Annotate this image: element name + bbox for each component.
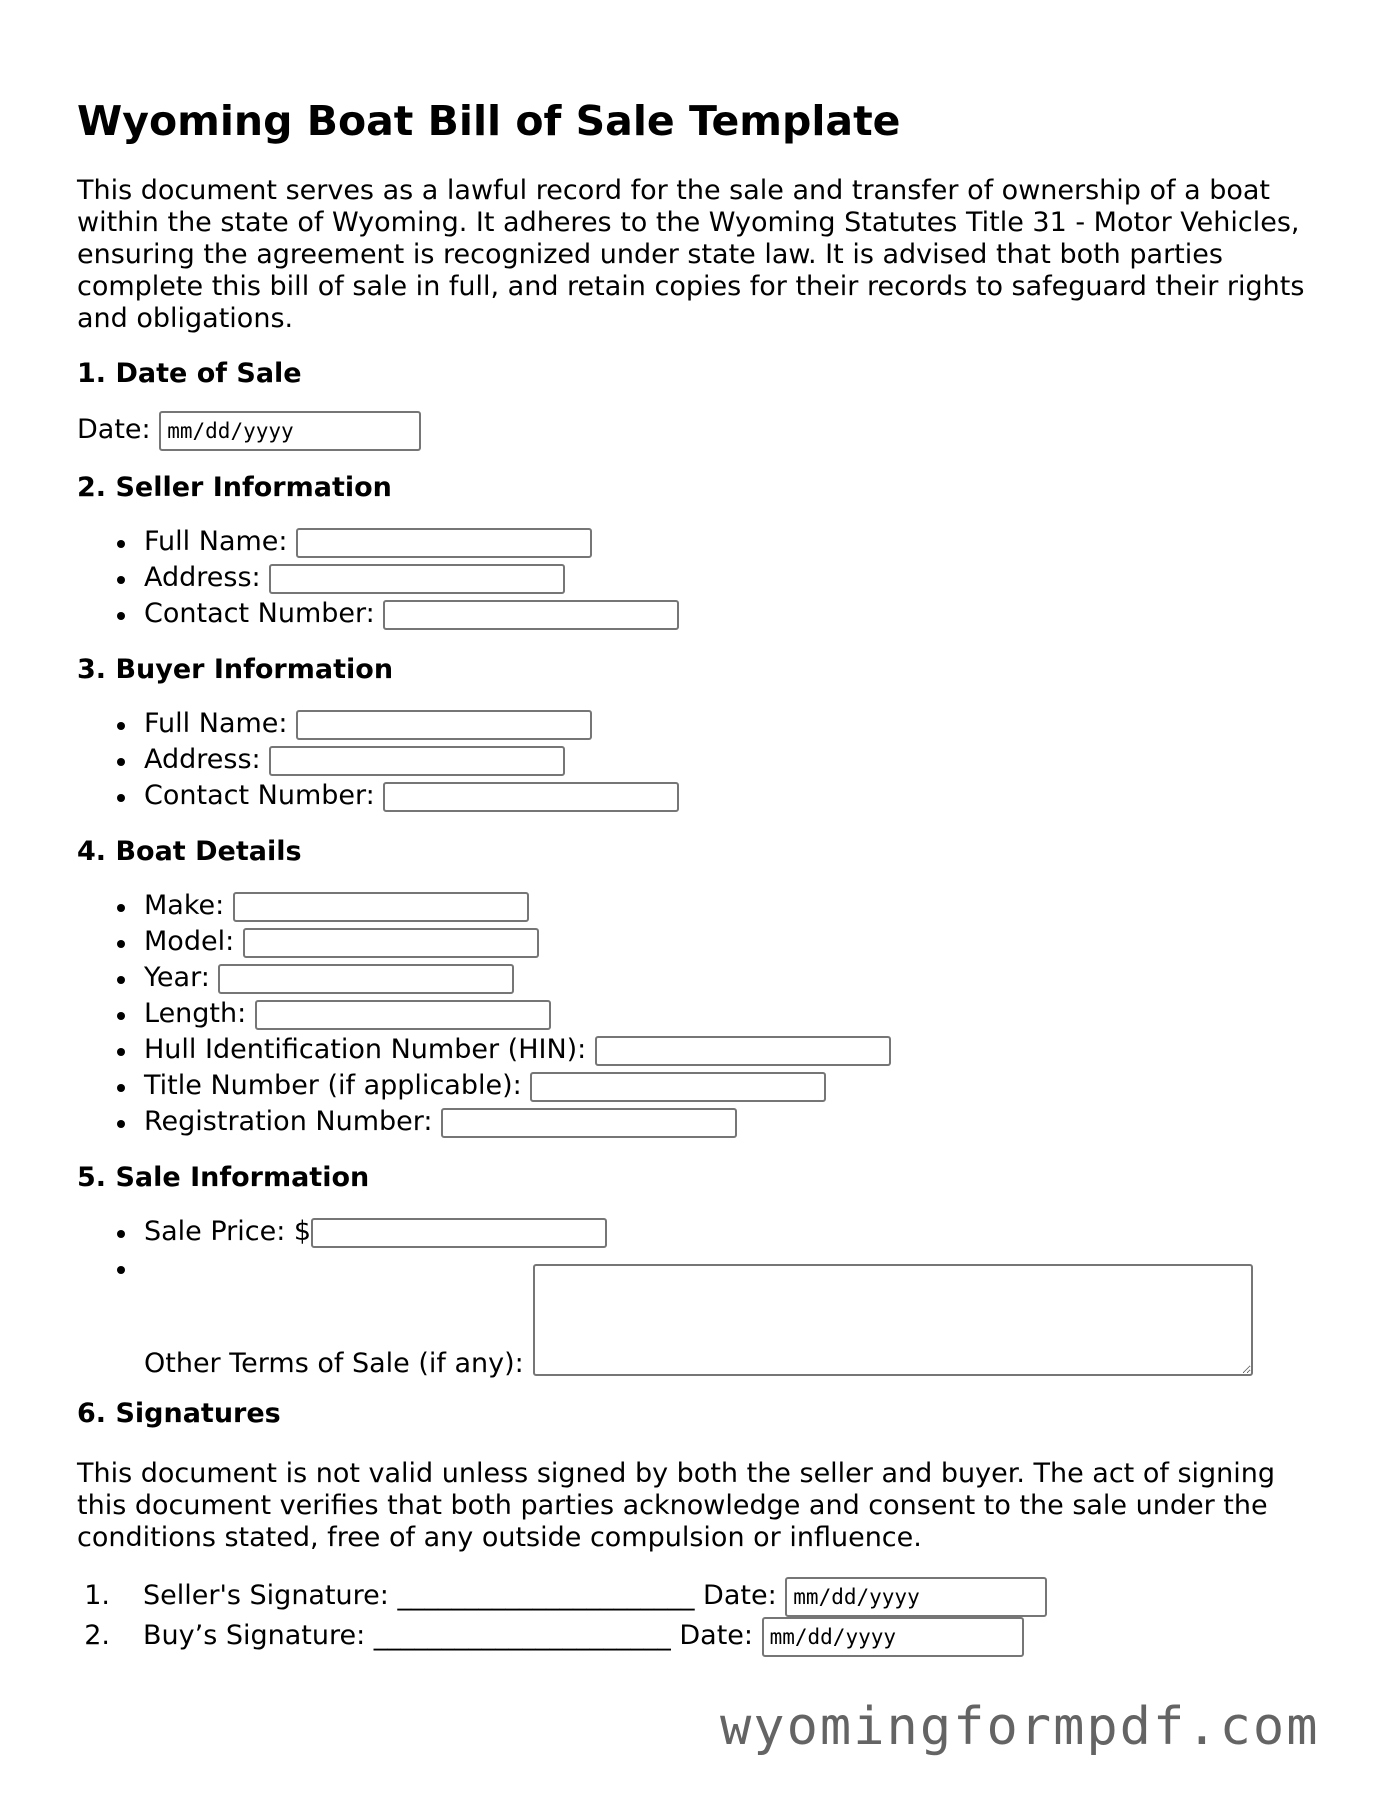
boat-hin-input[interactable] xyxy=(595,1036,891,1066)
sale-price-input[interactable] xyxy=(311,1218,607,1248)
boat-registration-input[interactable] xyxy=(441,1108,737,1138)
list-item xyxy=(144,924,1317,960)
list-item xyxy=(144,1032,1317,1068)
intro-paragraph: This document serves as a lawful record for the sale and transfer of ownership of a boat within the state of Wyoming. It adheres to the Wyoming Statutes Title 31 - Motor Vehicles, ensuring the agreement is recognized under state law. It is advised that both parties complete this bill of sale in full, and retain copies for their records to safeguard their rights and obligations. xyxy=(77,175,1305,334)
boat-title-number-input[interactable] xyxy=(530,1072,826,1102)
list-item xyxy=(144,1214,1317,1250)
seller-contact-input[interactable] xyxy=(383,600,679,630)
date-of-sale-heading: 1. Date of Sale xyxy=(77,358,302,389)
buyer-address-label: Address: xyxy=(144,744,261,775)
buyer-fields-list xyxy=(77,706,1317,814)
terms-row xyxy=(144,1250,1253,1379)
sale-price-label: Sale Price: $ xyxy=(144,1216,312,1247)
seller-contact-label: Contact Number: xyxy=(144,598,375,629)
boat-details-heading: 4. Boat Details xyxy=(77,836,302,867)
signatures-paragraph: This document is not valid unless signed by both the seller and buyer. The act of signing this document verifies that both parties acknowledge and consent to the sale under the conditions stated, free of any outside compulsion or influence. xyxy=(77,1458,1276,1553)
buyer-contact-label: Contact Number: xyxy=(144,780,375,811)
buyer-signature-number: 2. xyxy=(84,1620,110,1651)
terms-textarea[interactable] xyxy=(533,1264,1253,1376)
boat-make-label: Make: xyxy=(144,890,225,921)
list-item xyxy=(144,596,1317,632)
document-page xyxy=(77,0,1317,1656)
buyer-information-heading: 3. Buyer Information xyxy=(77,654,394,685)
boat-make-input[interactable] xyxy=(233,892,529,922)
buyer-signature-label: Buy’s Signature: ______________________ Date: xyxy=(143,1620,753,1651)
seller-address-label: Address: xyxy=(144,562,261,593)
terms-label: Other Terms of Sale (if any): xyxy=(144,1348,524,1379)
boat-year-label: Year: xyxy=(144,962,210,993)
signatures-heading: 6. Signatures xyxy=(77,1398,281,1429)
seller-information-heading: 2. Seller Information xyxy=(77,472,392,503)
list-item xyxy=(144,960,1317,996)
buyer-address-input[interactable] xyxy=(269,746,565,776)
list-item xyxy=(144,524,1317,560)
seller-signature-number: 1. xyxy=(84,1580,110,1611)
buyer-full-name-label: Full Name: xyxy=(144,708,288,739)
boat-length-input[interactable] xyxy=(255,1000,551,1030)
sale-information-heading: 5. Sale Information xyxy=(77,1162,370,1193)
seller-signature-date-input[interactable] xyxy=(785,1577,1047,1617)
boat-length-label: Length: xyxy=(144,998,247,1029)
list-item xyxy=(144,888,1317,924)
seller-fields-list xyxy=(77,524,1317,632)
list-item xyxy=(77,1576,1317,1616)
list-item xyxy=(144,1068,1317,1104)
list-item xyxy=(144,1104,1317,1140)
seller-full-name-input[interactable] xyxy=(296,528,592,558)
boat-title-number-label: Title Number (if applicable): xyxy=(144,1070,522,1101)
boat-model-label: Model: xyxy=(144,926,235,957)
date-label: Date: xyxy=(77,414,151,445)
seller-signature-line xyxy=(110,1580,1047,1611)
list-item xyxy=(144,1250,1317,1379)
seller-address-input[interactable] xyxy=(269,564,565,594)
boat-year-input[interactable] xyxy=(218,964,514,994)
seller-signature-label: Seller's Signature: ______________________ Date: xyxy=(143,1580,777,1611)
list-item xyxy=(144,706,1317,742)
date-of-sale-input[interactable] xyxy=(159,411,421,451)
list-item xyxy=(144,560,1317,596)
list-item xyxy=(144,742,1317,778)
buyer-full-name-input[interactable] xyxy=(296,710,592,740)
list-item xyxy=(144,996,1317,1032)
page-title: Wyoming Boat Bill of Sale Template xyxy=(77,97,901,145)
buyer-signature-line xyxy=(110,1620,1024,1651)
list-item xyxy=(144,778,1317,814)
sale-fields-list xyxy=(77,1214,1317,1379)
signatures-list xyxy=(77,1576,1317,1656)
list-item xyxy=(77,1616,1317,1656)
boat-registration-label: Registration Number: xyxy=(144,1106,433,1137)
boat-fields-list xyxy=(77,888,1317,1140)
buyer-signature-date-input[interactable] xyxy=(762,1617,1024,1657)
seller-full-name-label: Full Name: xyxy=(144,526,288,557)
boat-hin-label: Hull Identification Number (HIN): xyxy=(144,1034,587,1065)
watermark: wyomingformpdf.com xyxy=(720,1697,1320,1757)
boat-model-input[interactable] xyxy=(243,928,539,958)
date-of-sale-row xyxy=(77,410,1317,450)
buyer-contact-input[interactable] xyxy=(383,782,679,812)
